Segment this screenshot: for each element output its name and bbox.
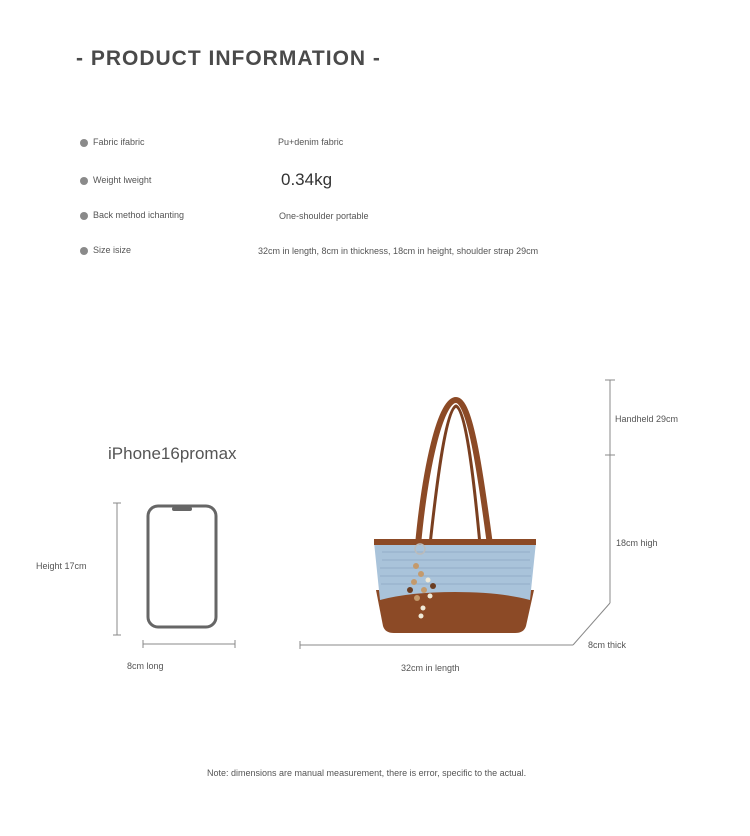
bag-thick-label: 8cm thick [588,640,627,650]
spec-label: Weight lweight [93,175,152,185]
phone-icon [148,506,216,627]
spec-label: Back method ichanting [93,210,185,220]
spec-value-fabric: Pu+denim fabric [278,137,344,147]
handheld-label: Handheld 29cm [615,414,679,424]
phone-height-label: Height 17cm [36,561,87,571]
disclaimer-note: Note: dimensions are manual measurement, there is error, specific to the actual. [207,768,527,778]
spec-value-back-method: One-shoulder portable [279,211,369,221]
phone-width-label: 8cm long [127,661,164,671]
tote-bag-image [374,400,536,633]
spec-label: Size isize [93,245,132,255]
phone-width-dimension-line [143,640,235,648]
phone-model-label: iPhone16promax [108,444,237,463]
bag-height-label: 18cm high [616,538,658,548]
spec-value-weight: 0.34kg [281,170,333,189]
spec-value-size: 32cm in length, 8cm in thickness, 18cm in height, shoulder strap 29cm [258,246,539,256]
spec-label: Fabric ifabric [93,137,145,147]
phone-height-dimension-line [113,503,121,635]
page-title: - PRODUCT INFORMATION - [76,47,381,70]
bag-length-label: 32cm in length [401,663,460,673]
